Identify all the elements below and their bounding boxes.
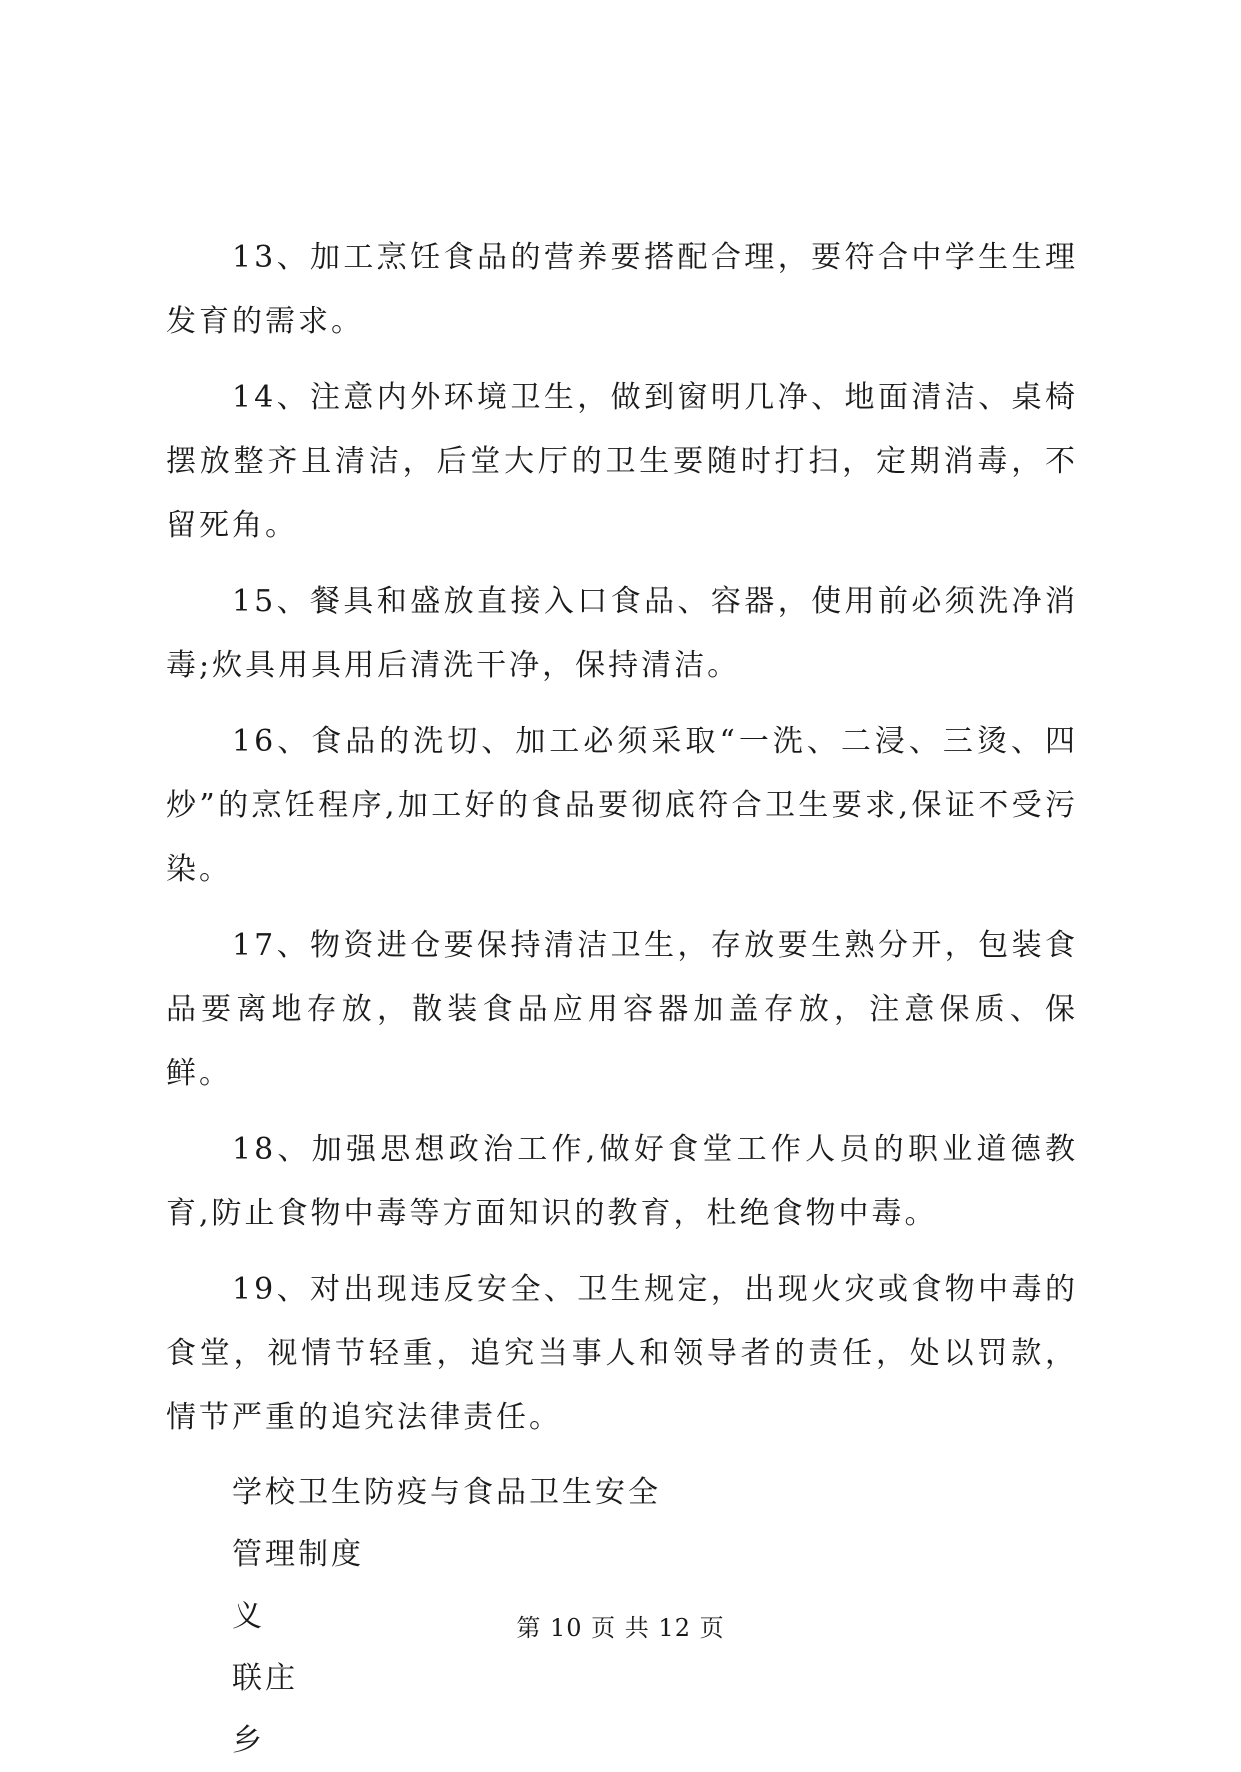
paragraph-17: 17、物资进仓要保持清洁卫生，存放要生熟分开，包装食品要离地存放，散装食品应用容器加盖存放，注意保质、保鲜。	[166, 928, 1078, 1091]
paragraph-15: 15、餐具和盛放直接入口食品、容器，使用前必须洗净消毒;炊具用具用后清洗干净，保持清洁。	[166, 584, 1078, 683]
page-number-footer: 第 10 页 共 12 页	[516, 1614, 725, 1642]
document-body	[166, 226, 1078, 1772]
section-title-line-2: 管理制度	[232, 1537, 364, 1572]
text-line-yi: 义	[232, 1599, 265, 1634]
text-line-xiang: 乡	[232, 1723, 265, 1758]
paragraph-14: 14、注意内外环境卫生，做到窗明几净、地面清洁、桌椅摆放整齐且清洁，后堂大厅的卫生要随时打扫，定期消毒，不留死角。	[166, 380, 1078, 543]
section-title-line-1: 学校卫生防疫与食品卫生安全	[232, 1475, 661, 1510]
paragraph-16: 16、食品的洗切、加工必须采取“一洗、二浸、三烫、四炒”的烹饪程序,加工好的食品要彻底符合卫生要求,保证不受污染。	[166, 724, 1078, 887]
text-line-lianzhuang: 联庄	[232, 1661, 298, 1696]
paragraph-19: 19、对出现违反安全、卫生规定，出现火灾或食物中毒的食堂，视情节轻重，追究当事人和领导者的责任，处以罚款，情节严重的追究法律责任。	[166, 1272, 1078, 1435]
paragraph-18: 18、加强思想政治工作,做好食堂工作人员的职业道德教育,防止食物中毒等方面知识的教育，杜绝食物中毒。	[166, 1132, 1078, 1231]
paragraph-13: 13、加工烹饪食品的营养要搭配合理，要符合中学生生理发育的需求。	[166, 240, 1078, 339]
